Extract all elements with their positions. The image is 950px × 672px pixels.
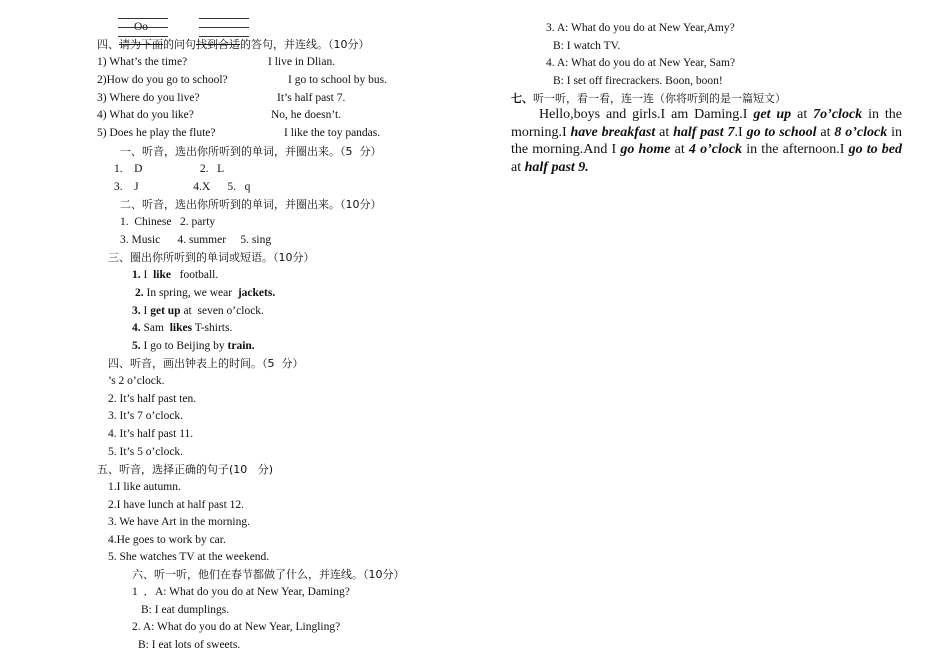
section-2-title: 二、听音，选出你所听到的单词，并圈出来。（10分） — [120, 198, 382, 211]
section-3-item: 4. Sam likes T-shirts. — [132, 322, 233, 334]
header-oo: Oo — [134, 21, 149, 33]
dialog-line: B: I eat lots of sweets. — [138, 639, 241, 651]
section-5-title: 五、听音，选择正确的句子(10 分) — [97, 463, 274, 476]
question: 5) Does he play the flute? — [97, 127, 216, 139]
section-4b-item: 4. It’s half past 11. — [108, 428, 194, 440]
section-1-row: 1. D 2. L — [114, 163, 225, 175]
question: 4) What do you like? — [97, 109, 194, 121]
section-2-row: 3. Music 4. summer 5. sing — [120, 234, 272, 246]
section-4b-item: 2. It’s half past ten. — [108, 393, 197, 405]
dialog-line: B: I eat dumplings. — [141, 604, 230, 616]
dialog-line: B: I watch TV. — [553, 40, 621, 52]
dialog-line: 4. A: What do you do at New Year, Sam? — [546, 57, 736, 69]
answer: I like the toy pandas. — [284, 127, 381, 139]
section-3-title: 三、圈出你所听到的单词或短语。（10分） — [108, 251, 315, 264]
section-3-item: 1. I like football. — [132, 269, 219, 281]
header-rule — [118, 18, 168, 19]
section-5-item: 1.I like autumn. — [108, 481, 181, 493]
section-1-title: 一、听音，选出你所听到的单词，并圈出来。（5 分） — [120, 145, 382, 158]
section-4a-title: 四、请为下面的问句找到合适的答句，并连线。（10分） — [97, 38, 370, 51]
dialog-line: 1 ．A: What do you do at New Year, Daming? — [132, 586, 350, 598]
section-4b-item: 5. It’s 5 o’clock. — [108, 446, 184, 458]
answer: I go to school by bus. — [288, 74, 388, 86]
question: 2)How do you go to school? — [97, 74, 228, 86]
section-1-row: 3. J 4.X 5. q — [114, 181, 251, 193]
section-3-item: 5. I go to Beijing by train. — [132, 340, 255, 352]
header-rule — [118, 27, 168, 28]
question: 3) Where do you live? — [97, 92, 200, 104]
dialog-line: B: I set off firecrackers. Boon, boon! — [553, 75, 723, 87]
section-4b-title: 四、听音，画出钟表上的时间。（5 分） — [108, 357, 304, 370]
answer: No, he doesn’t. — [271, 109, 342, 121]
section-7-passage: Hello,boys and girls.I am Daming.I get up at 7o’clock in the morning.I have breakfast at half past 7.I go to school at 8 o’clock in the morning.And I go home at 4 o’clock in the afternoon.I go to bed at half past 9. — [511, 107, 903, 175]
section-5-item: 3. We have Art in the morning. — [108, 516, 250, 528]
section-6-title: 六、听一听，他们在春节都做了什么，并连线。（10分） — [132, 568, 405, 581]
header-rule — [199, 27, 249, 28]
question: 1) What’s the time? — [97, 56, 188, 68]
answer: It’s half past 7. — [277, 92, 346, 104]
section-3-item: 3. I get up at seven o’clock. — [132, 305, 264, 317]
dialog-line: 3. A: What do you do at New Year,Amy? — [546, 22, 735, 34]
section-7-title: 七、听一听，看一看，连一连（你将听到的是一篇短文） — [511, 92, 786, 105]
dialog-line: 2. A: What do you do at New Year, Lingling? — [132, 621, 341, 633]
section-4b-item: ’s 2 o’clock. — [108, 375, 165, 387]
section-2-row: 1. Chinese 2. party — [120, 216, 216, 228]
section-5-item: 2.I have lunch at half past 12. — [108, 499, 245, 511]
section-4b-item: 3. It’s 7 o’clock. — [108, 410, 184, 422]
answer: I live in Dlian. — [268, 56, 336, 68]
section-5-item: 4.He goes to work by car. — [108, 534, 226, 546]
section-5-item: 5. She watches TV at the weekend. — [108, 551, 270, 563]
header-rule — [199, 18, 249, 19]
section-3-item: 2. In spring, we wear jackets. — [135, 287, 276, 299]
